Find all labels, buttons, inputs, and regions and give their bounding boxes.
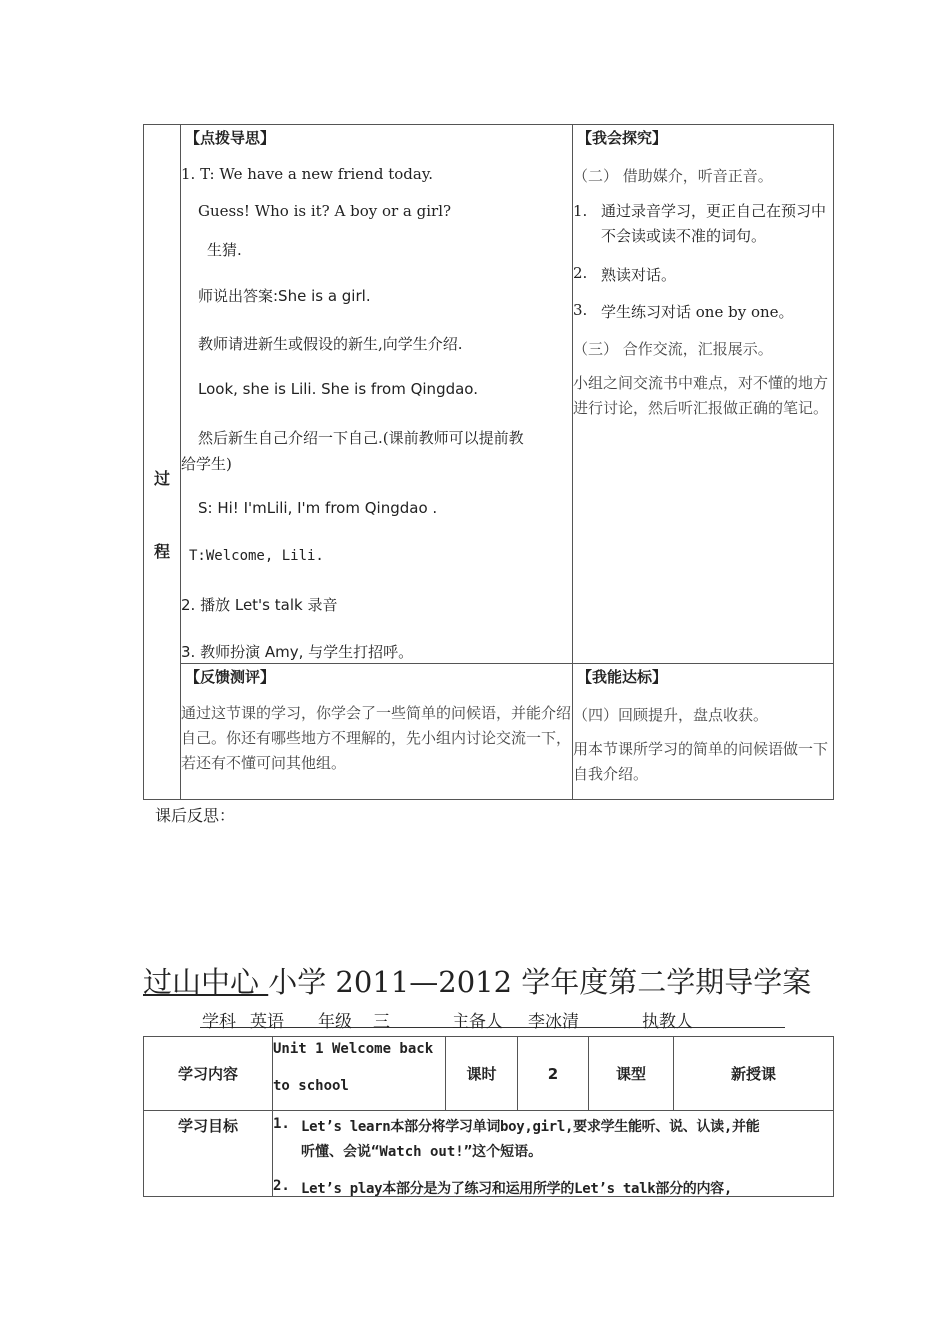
- goal-cell: [273, 1111, 834, 1197]
- target-text: 用本节课所学习的简单的问候语做一下自我介绍。: [573, 740, 829, 783]
- meta-line: [200, 1007, 785, 1032]
- guide-line-10: T:Welcome, Lili.: [189, 548, 324, 564]
- guide-line-7: 然后新生自己介绍一下自己.(课前教师可以提前教: [198, 429, 524, 447]
- process-side-cell: [144, 125, 181, 800]
- goal-1-num: 1.: [273, 1116, 290, 1132]
- guide-heading: 【点拨导思】: [185, 129, 276, 147]
- goal-1-text-a: Let’s learn本部分将学习单词boy,girl,要求学生能听、说、认读,并能: [301, 1119, 760, 1135]
- grade-label: 年级: [318, 1012, 352, 1032]
- explore-num-2: 2.: [573, 264, 588, 282]
- guide-cell: [181, 125, 573, 664]
- guide-line-9: S: Hi! I'mLili, I'm from Qingdao .: [198, 499, 438, 517]
- target-line-1: （四）回顾提升，盘点收获。: [573, 706, 769, 724]
- period-label: 课时: [446, 1037, 518, 1111]
- explore-num-3: 3.: [573, 301, 588, 319]
- explore-line-cooperate: （三） 合作交流，汇报展示。: [573, 340, 773, 358]
- goal-1-text-b: 听懂、会说“Watch out!”这个短语。: [301, 1144, 543, 1160]
- explore-group-text: 小组之间交流书中难点，对不懂的地方进行讨论，然后听汇报做正确的笔记。: [573, 374, 829, 417]
- lesson-info-table: [143, 1036, 834, 1197]
- grade-value: 三: [373, 1012, 390, 1032]
- process-table: [143, 124, 834, 800]
- content-value-cell: [273, 1037, 446, 1111]
- content-label: 学习内容: [144, 1037, 273, 1111]
- target-cell: [573, 664, 834, 800]
- reflection-label: 课后反思：: [155, 806, 236, 825]
- period-value: 2: [518, 1037, 589, 1111]
- content-line-2: to school: [273, 1078, 349, 1094]
- guide-line-8: 给学生): [181, 455, 232, 473]
- goal-label: 学习目标: [144, 1111, 273, 1197]
- guide-line-6: Look, she is Lili. She is from Qingdao.: [198, 380, 478, 398]
- preparer-value: 李冰清: [528, 1012, 579, 1032]
- guide-line-11: 2. 播放 Let's talk 录音: [181, 596, 338, 614]
- guide-line-12: 3. 教师扮演 Amy, 与学生打招呼。: [181, 643, 414, 661]
- explore-cell: [573, 125, 834, 664]
- guide-line-1: 1. T: We have a new friend today.: [181, 165, 434, 183]
- explore-item-3: 学生练习对话 one by one。: [601, 303, 794, 321]
- content-line-1: Unit 1 Welcome back: [273, 1041, 434, 1057]
- guide-line-5: 教师请进新生或假设的新生,向学生介绍.: [198, 335, 463, 353]
- feedback-heading: 【反馈测评】: [185, 668, 276, 686]
- guide-line-4: 师说出答案:She is a girl.: [198, 287, 371, 305]
- plan-title: [143, 960, 811, 1001]
- feedback-text: 通过这节课的学习，你学会了一些简单的问候语，并能介绍自己。你还有哪些地方不理解的，先小组内讨论交流一下，若还有不懂可问其他组。: [181, 704, 572, 772]
- subject-label: 学科: [202, 1012, 236, 1032]
- goal-2-num: 2.: [273, 1178, 290, 1194]
- plan-title-school: 过山中心: [143, 965, 269, 999]
- explore-num-1: 1.: [573, 202, 588, 220]
- guide-line-2: Guess! Who is it? A boy or a girl?: [198, 202, 452, 220]
- subject-value: 英语: [250, 1012, 284, 1032]
- side-label-2: 程: [154, 542, 171, 561]
- target-heading: 【我能达标】: [577, 668, 668, 686]
- explore-item-1: 通过录音学习，更正自己在预习中不会读或读不准的词句。: [601, 202, 827, 245]
- explore-item-2: 熟读对话。: [601, 266, 677, 284]
- guide-line-3: 生猜.: [207, 241, 242, 259]
- teacher-label: 执教人: [642, 1012, 693, 1032]
- type-label: 课型: [589, 1037, 674, 1111]
- explore-heading: 【我会探究】: [577, 129, 668, 147]
- explore-line-1: （二） 借助媒介，听音正音。: [573, 167, 773, 185]
- feedback-cell: [181, 664, 573, 800]
- side-label-1: 过: [154, 469, 171, 488]
- preparer-label: 主备人: [452, 1012, 503, 1032]
- plan-title-rest: 小学 2011—2012 学年度第二学期导学案: [268, 965, 812, 999]
- type-value: 新授课: [674, 1037, 834, 1111]
- goal-2-text: Let’s play本部分是为了练习和运用所学的Let’s talk部分的内容,: [301, 1181, 733, 1197]
